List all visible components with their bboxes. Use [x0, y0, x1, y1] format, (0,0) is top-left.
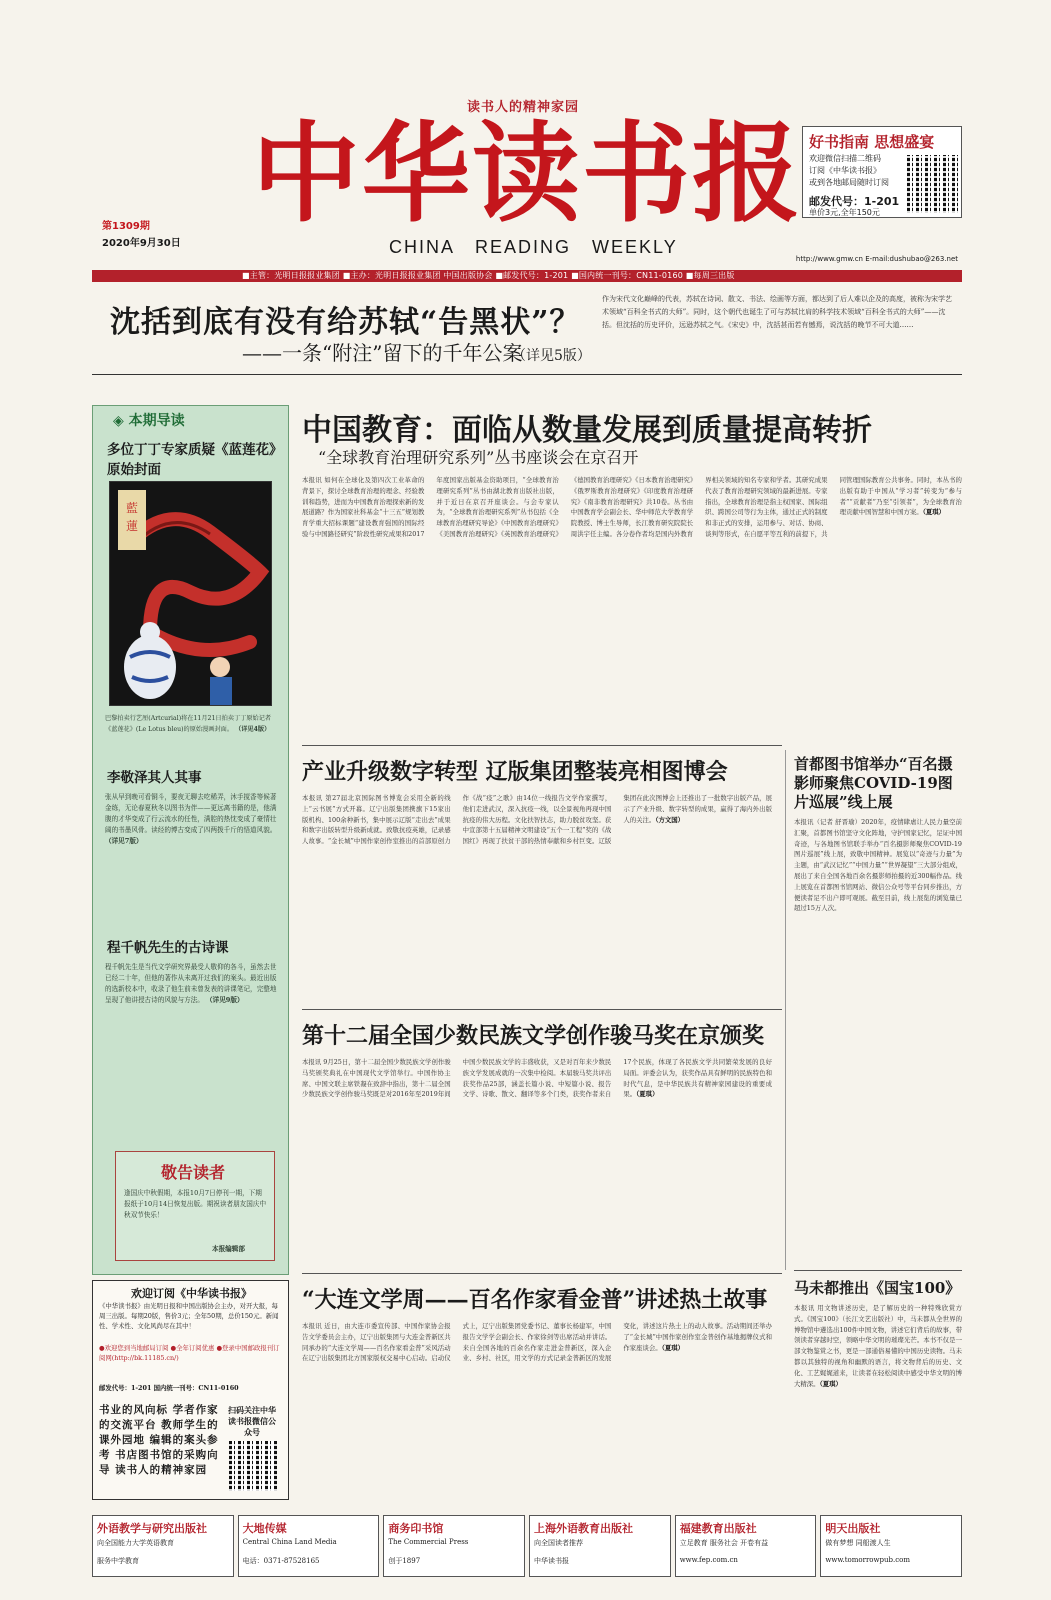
lead-subtitle: ——一条“附注”留下的千年公案 — [242, 341, 523, 365]
qr-code-icon[interactable] — [229, 1441, 277, 1491]
article-headline[interactable]: “大连文学周——百名作家看金普”讲述热土故事 — [302, 1287, 768, 1313]
ad-strip — [92, 1515, 962, 1577]
divider — [302, 1273, 782, 1274]
postal-code: 邮发代号：1-201 — [809, 195, 900, 208]
sidebar-text: 程千帆先生是当代文学研究界最受人敬仰的各斗，虽然去世已经二十年，但他的著作从未离开过我们的案头。最近出版的选新校本中，收录了他生前未曾发表的讲课笔记，完整地呈现了他讲授古诗的风貌与方法。 （详见9版） — [105, 963, 277, 1004]
divider — [302, 1009, 782, 1010]
qr-label: 扫码关注中华读书报微信公众号 — [228, 1406, 276, 1437]
sidebar-caption: 巴黎拍卖行艺厘(Artcurial)将在11月21日拍卖丁丁原始记者《蓝莲花》(Le Lotus bleu)的原始漫画封面。 （详见4版） — [105, 715, 272, 733]
ad-line: 向全国能力大学英语教育 — [97, 1539, 174, 1547]
notice-text: 逢国庆中秋假期，本报10月7日停刊一期，下期报纸于10月14日恢复出版。期祝读者朋友国庆中秋双节快乐！ — [124, 1189, 267, 1219]
ad-name: 商务印书馆 — [388, 1522, 444, 1535]
article-body: 本报讯 第27届北京国际图书博览会采用全新的线上“云书展”方式开幕。辽宁出版集团携旗下15家出版机构、100余种新书，集中展示辽版“走出去”成果和数字出版转型升级新成就。致敬抗疫英雄，记录感人故事。“金长城”中国作家创作室推出的首部原创力作《战“疫”之歌》由14位一线报告文学作家撰写，他们走进武汉，深入抗疫一线，以全景视角再现中国抗疫的伟大历程。文化扶智扶志，助力脱贫攻坚。获中宣部第十五届精神文明建设“五个一工程”奖的《战国红》再现了扶贫干部的热情奉献和乡村巨变。辽版集团在此次图博会上还推出了一批数字出版产品，展示了产业升级、数字转型的成果，赢得了海内外出版人的关注。（方文国） — [302, 794, 772, 846]
price: 单价3元,全年150元 — [809, 208, 880, 217]
article-body: 本报讯 如何在全球化及第四次工业革命的背景下，探讨全球教育治理的理念、经验教训和趋势，进而为中国教育治理探索新的发展道路？作为国家社科基金“十三五”规划教育学重大招标课题“建设教育强国的国际经验与中国路径研究”阶段性研究成果和2017年度国家出版基金资助项目，“全球教育治理研究系列”丛书由湖北教育出版社出版，并于近日在京召开座谈会。与会专家认为，“全球教育治理研究系列”丛书包括《全球教育治理研究导论》《中国教育治理研究》《美国教育治理研究》《英国教育治理研究》《德国教育治理研究》《日本教育治理研究》《俄罗斯教育治理研究》《印度教育治理研究》《南非教育治理研究》共10卷。丛书由中国教育学会副会长、华中师范大学教育学院教授、博士生导师，长江教育研究院院长周洪宇任主编。各分卷作者均是国内外教育界相关领域的知名专家和学者。其研究成果代表了教育治理研究领域的最新进展。专家指出，全球教育治理是指主权国家、国际组织、跨国公司等行为主体，通过正式的制度和非正式的安排，运用参与、对话、协商、谈判等形式，在自愿平等互利的前提下，共同管理国际教育公共事务。同时，本丛书的出版有助于中国从“学习者”转变为“参与者”“贡献者”乃至“引领者”，为全球教育治理贡献中国智慧和中国方案。（夏琪） — [302, 476, 962, 538]
sidebar-text: 张从早到晚可看铜斗，要夜无聊去吃稀弄，沐手搅香等候著金练，无论春夏秋冬以图书为伴——更远离书籍的是，他满腹的才华变成了行云流水的任性，满腔的热忱变成了豪情壮阔的书墨风骨。读经的博古变成了四两拨千斤的悟道风貌。 （详见7版） — [105, 793, 277, 845]
svg-text:藍: 藍 — [125, 501, 139, 515]
subscribe-qr-box — [802, 126, 962, 218]
tintin-cover-image — [109, 481, 272, 706]
qr-line: 订阅《中华读书报》 — [809, 166, 881, 175]
article-headline[interactable]: 首都图书馆举办“百名摄影师聚焦COVID-19图片巡展”线上展 — [794, 755, 953, 811]
website-email: http://www.gmw.cn E-mail:dushubao@263.net — [795, 255, 958, 263]
article-headline[interactable]: 中国教育：面临从数量发展到质量提高转折 — [302, 413, 872, 448]
subscribe-slogan: 书业的风向标 学者作家的交流平台 教师学生的课外园地 编辑的案头参考 书店图书馆的采购向导 读书人的精神家园 — [99, 1404, 219, 1476]
article-subhead: “全球教育治理研究系列”丛书座谈会在京召开 — [318, 448, 639, 467]
sidebar-headline[interactable]: 李敬泽其人其事 — [107, 770, 202, 786]
ad-name: 外语教学与研究出版社 — [97, 1522, 207, 1535]
subscribe-box — [92, 1280, 289, 1500]
ad-line: 立足教育 服务社会 开卷有益 — [679, 1539, 769, 1547]
article-headline[interactable]: 马未都推出《国宝100》 — [794, 1279, 961, 1297]
ad-banner[interactable] — [383, 1515, 525, 1577]
qr-line: 或到各地邮局随时订阅 — [809, 178, 889, 187]
divider — [794, 1270, 962, 1271]
qr-headline: 好书指南 思想盛宴 — [809, 133, 935, 151]
qr-line: 欢迎微信扫描二维码 — [809, 154, 881, 163]
ad-line: 向全国读者推荐 — [534, 1539, 584, 1547]
ad-name: 上海外语教育出版社 — [534, 1522, 634, 1535]
guide-title: ◈ 本期导读 — [113, 413, 185, 429]
ad-name: 明天出版社 — [825, 1522, 881, 1535]
article-body: 本报讯 用文物讲述历史，是了解历史的一种特殊欣赏方式。《国宝100》（长江文艺出版社）中，马未都从全世界的博物馆中遴选出100件中国文物，讲述它们背后的故事，带领读者穿越时空，领略中华文明的璀璨光芒。本书不仅是一部文物鉴赏之书，更是一部通俗易懂的中国历史读物。马未都以其独特的视角和幽默的语言，将文物背后的历史、文化、工艺娓娓道来，让读者在轻松阅读中感受中华文明的博大精深。（夏琪） — [794, 1304, 962, 1388]
qr-code-icon[interactable] — [907, 155, 959, 213]
ad-line: www.tomorrowpub.com — [825, 1556, 910, 1564]
divider — [302, 745, 782, 746]
svg-text:蓮: 蓮 — [125, 519, 139, 533]
ad-line: www.fep.com.cn — [679, 1556, 738, 1564]
english-title: CHINA READING WEEKLY — [389, 237, 678, 257]
divider — [785, 750, 786, 1270]
newspaper-page — [92, 80, 962, 1500]
lead-see-page: （详见5版） — [512, 348, 591, 364]
lead-story — [92, 285, 962, 375]
ad-line: 创于1897 — [388, 1557, 421, 1565]
ad-banner[interactable] — [820, 1515, 962, 1577]
subscribe-text: 《中华读书报》由光明日报和中国出版协会主办，对开大报，每周三出版。每期20版，售价3元；全年50期，总价150元。新闻性、学术性、文化风尚尽在其中！ — [99, 1302, 279, 1330]
issue-date: 2020年9月30日 — [102, 238, 181, 249]
notice-title: 敬告读者 — [161, 1163, 226, 1182]
ad-name: 大地传媒 — [242, 1522, 287, 1535]
subscribe-code: 邮发代号：1-201 国内统一刊号：CN11-0160 — [99, 1384, 239, 1392]
article-headline[interactable]: 产业升级数字转型 辽版集团整装亮相图博会 — [302, 759, 728, 785]
sidebar-headline[interactable]: 程千帆先生的古诗课 — [107, 940, 229, 956]
reader-notice — [115, 1151, 275, 1261]
publisher-bar: ■主管：光明日报报业集团 ■主办：光明日报报业集团 中国出版协会 ■邮发代号：1-201 ■国内统一刊号：CN11-0160 ■每周三出版 — [92, 270, 962, 282]
article-body: 本报讯 9月25日，第十二届全国少数民族文学创作骏马奖颁奖典礼在中国现代文学馆举行。中国作协主席、中国文联主席铁凝在致辞中指出，第十二届全国少数民族文学创作骏马奖既是对2016年至2019年间中国少数民族文学的丰盛收获，又是对百年来少数民族文学发展成就的一次集中检阅。本届骏马奖共评出获奖作品25部，涵盖长篇小说、中短篇小说、报告文学、诗歌、散文、翻译等多个门类，获奖作者来自17个民族，体现了各民族文学共同繁荣发展的良好局面。评委会认为，获奖作品具有鲜明的民族特色和时代气息，是中华民族共有精神家园建设的重要成果。（夏琪） — [302, 1058, 772, 1099]
ad-banner[interactable] — [675, 1515, 817, 1577]
ad-line: 做有梦想 同船渡人生 — [825, 1539, 891, 1547]
issue-number: 第1309期 — [102, 221, 150, 232]
ad-line: Central China Land Media — [242, 1538, 337, 1546]
ad-banner[interactable] — [529, 1515, 671, 1577]
masthead — [92, 80, 962, 270]
subscribe-ways: ●欢迎您到当地邮局订阅 ●全年订阅优惠 ●登录中国邮政报刊订阅网(http://bk.11185.cn/) — [99, 1344, 280, 1362]
ad-line: 服务中学教育 — [97, 1557, 139, 1565]
ad-line: 电话：0371-87528165 — [242, 1557, 320, 1565]
ad-line: 中华读书报 — [534, 1557, 570, 1565]
lead-blurb: 作为宋代文化巅峰的代表，苏轼在诗词、散文、书法、绘画等方面，都达到了后人难以企及的高度，被称为宋学艺术领域“百科全书式的大师”。同时，这个朝代也诞生了可与苏轼比肩的科学技术领域“百科全书式的大师”——沈括。但沈括的历史评价，远逊苏轼之气。《宋史》中，沈括甚而若有憾焉，说沈括的晚节不可大道…… — [602, 295, 952, 329]
article-headline[interactable]: 第十二届全国少数民族文学创作骏马奖在京颁奖 — [302, 1023, 765, 1049]
issue-info — [102, 218, 181, 252]
ad-line: The Commercial Press — [388, 1538, 469, 1546]
ad-banner[interactable] — [238, 1515, 380, 1577]
sidebar-headline[interactable]: 多位丁丁专家质疑《蓝莲花》原始封面 — [107, 442, 283, 478]
notice-sign: 本报编辑部 — [212, 1245, 245, 1253]
ad-name: 福建教育出版社 — [679, 1522, 757, 1535]
newspaper-title: 中华读书报 — [252, 111, 803, 237]
lead-headline[interactable]: 沈括到底有没有给苏轼“告黑状”？ — [110, 305, 581, 340]
masthead-slogan: 读书人的精神家园 — [467, 100, 580, 115]
sidebar-guide — [92, 405, 289, 1275]
article-body: 本报讯 近日，由大连市委宣传部、中国作家协会报告文学委员会主办，辽宁出版集团与大连金普新区共同承办的“大连文学周——百名作家看金普”采风活动在辽宁出版集团北方国家版权交易中心启动。启动仪式上，辽宁出版集团党委书记、董事长杨建军，中国报告文学学会副会长、作家徐剑等出席活动并讲话。来自全国各地的百余名作家走进金普新区，深入企业、乡村、社区，用文学的方式记录金普新区的发展变化，讲述这片热土上的动人故事。活动期间还举办了“金长城”中国作家创作室金普创作基地揭牌仪式和作家座谈会。（夏琪） — [302, 1322, 772, 1363]
subscribe-title: 欢迎订阅《中华读书报》 — [131, 1287, 252, 1300]
article-body: 本报讯（记者 舒晋瑜）2020年，疫情肆虐让人民力量空前汇聚，首都图书馆坚守文化阵地，守护国家记忆，足证中国奇迹，与各地图书馆联手举办“百名摄影师聚焦COVID-19图片巡展”线上展，致敬中国精神。展览以“奇迹与力量”为主题，由“武汉记忆”“中国力量”“世界凝望”三大部分组成，展出了来自全国各地百余名摄影师拍摄的近300幅作品。线上展览在首都图书馆网站、微信公众号等平台同步推出，方便读者足不出户即可观展。截至目前，线上展览的浏览量已超过15万人次。 — [794, 818, 962, 913]
ad-banner[interactable] — [92, 1515, 234, 1577]
